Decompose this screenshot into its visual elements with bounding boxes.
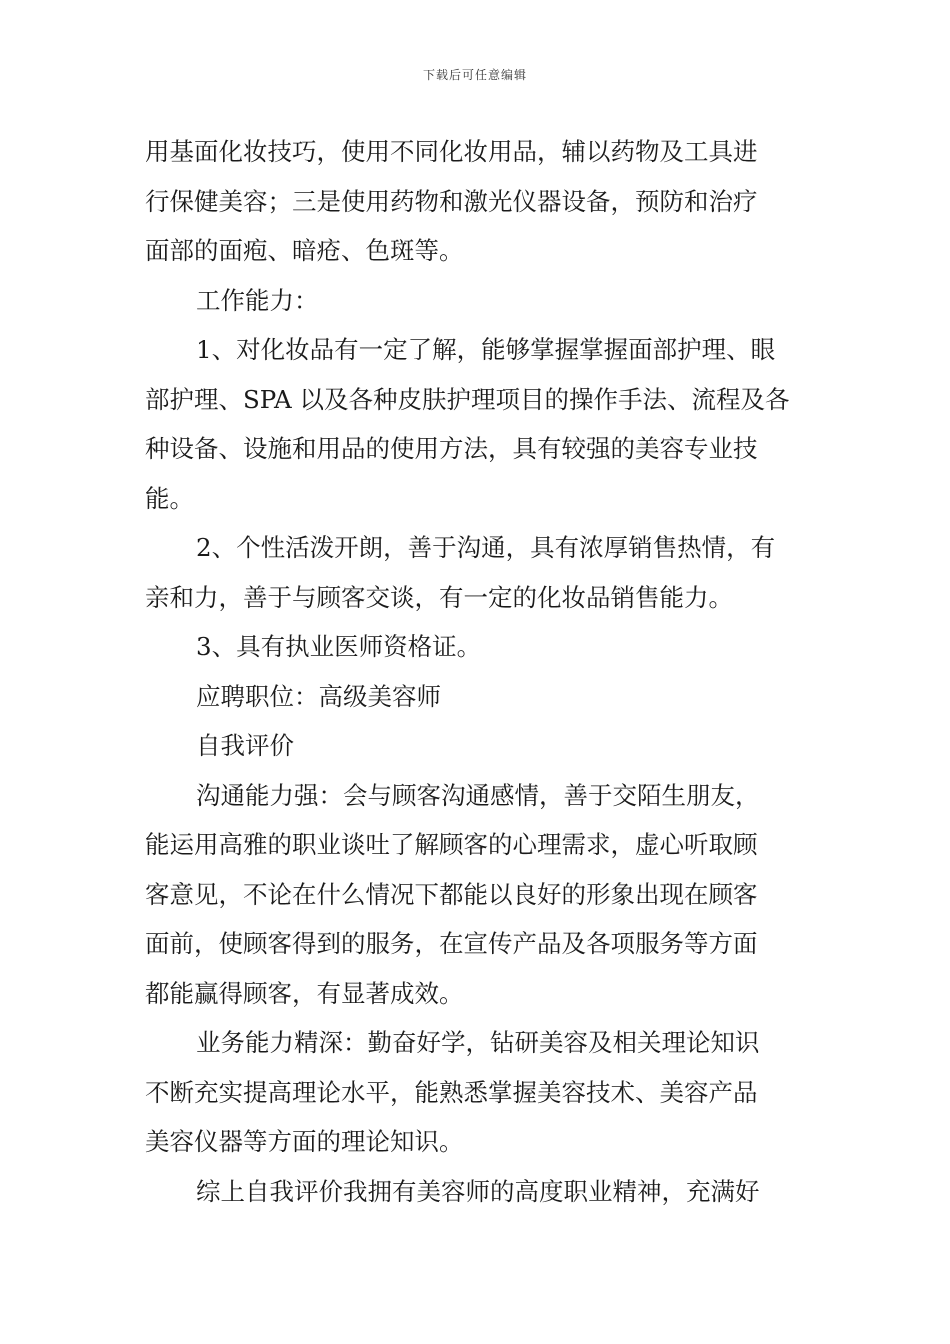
text-line: 面部的面疱、暗疮、色斑等。: [145, 236, 464, 265]
document-body: [145, 127, 810, 1216]
section-heading-work-ability: 工作能力：: [196, 285, 319, 315]
page-header-note: 下载后可任意编辑: [422, 68, 527, 82]
text-line: 用基面化妆技巧，使用不同化妆用品，辅以药物及工具进: [145, 137, 758, 166]
text-line: 1、对化妆品有一定了解，能够掌握掌握面部护理、眼: [196, 335, 776, 364]
text-line: 沟通能力强：会与顾客沟通感情，善于交陌生朋友，: [196, 780, 760, 810]
text-line: 客意见，不论在什么情况下都能以良好的形象出现在顾客: [145, 879, 758, 909]
text-line: 能。: [145, 483, 194, 513]
text-line: 综上自我评价我拥有美容师的高度职业精神，充满好: [196, 1176, 760, 1206]
text-line: 亲和力，善于与顾客交谈，有一定的化妆品销售能力。: [145, 582, 733, 612]
text-line: 行保健美容；三是使用药物和激光仪器设备，预防和治疗: [145, 186, 758, 216]
text-line: 种设备、设施和用品的使用方法，具有较强的美容专业技: [145, 434, 758, 463]
text-line: 美容仪器等方面的理论知识。: [145, 1127, 464, 1156]
text-line: 3、具有执业医师资格证。: [196, 632, 482, 661]
text-line-position: 应聘职位：高级美容师: [196, 681, 441, 711]
text-line: 不断充实提高理论水平，能熟悉掌握美容技术、美容产品: [145, 1077, 758, 1107]
text-line: 面前，使顾客得到的服务，在宣传产品及各项服务等方面: [145, 929, 758, 958]
text-line: 都能赢得顾客，有显著成效。: [145, 978, 464, 1008]
section-heading-self-evaluation: 自我评价: [196, 731, 294, 760]
text-line: 部护理、SPA 以及各种皮肤护理项目的操作手法、流程及各: [145, 384, 790, 414]
text-line: 业务能力精深：勤奋好学，钻研美容及相关理论知识: [196, 1028, 760, 1057]
text-line: 2、个性活泼开朗，善于沟通，具有浓厚销售热情，有: [196, 533, 776, 562]
text-line: 能运用高雅的职业谈吐了解顾客的心理需求，虚心听取顾: [145, 830, 758, 859]
